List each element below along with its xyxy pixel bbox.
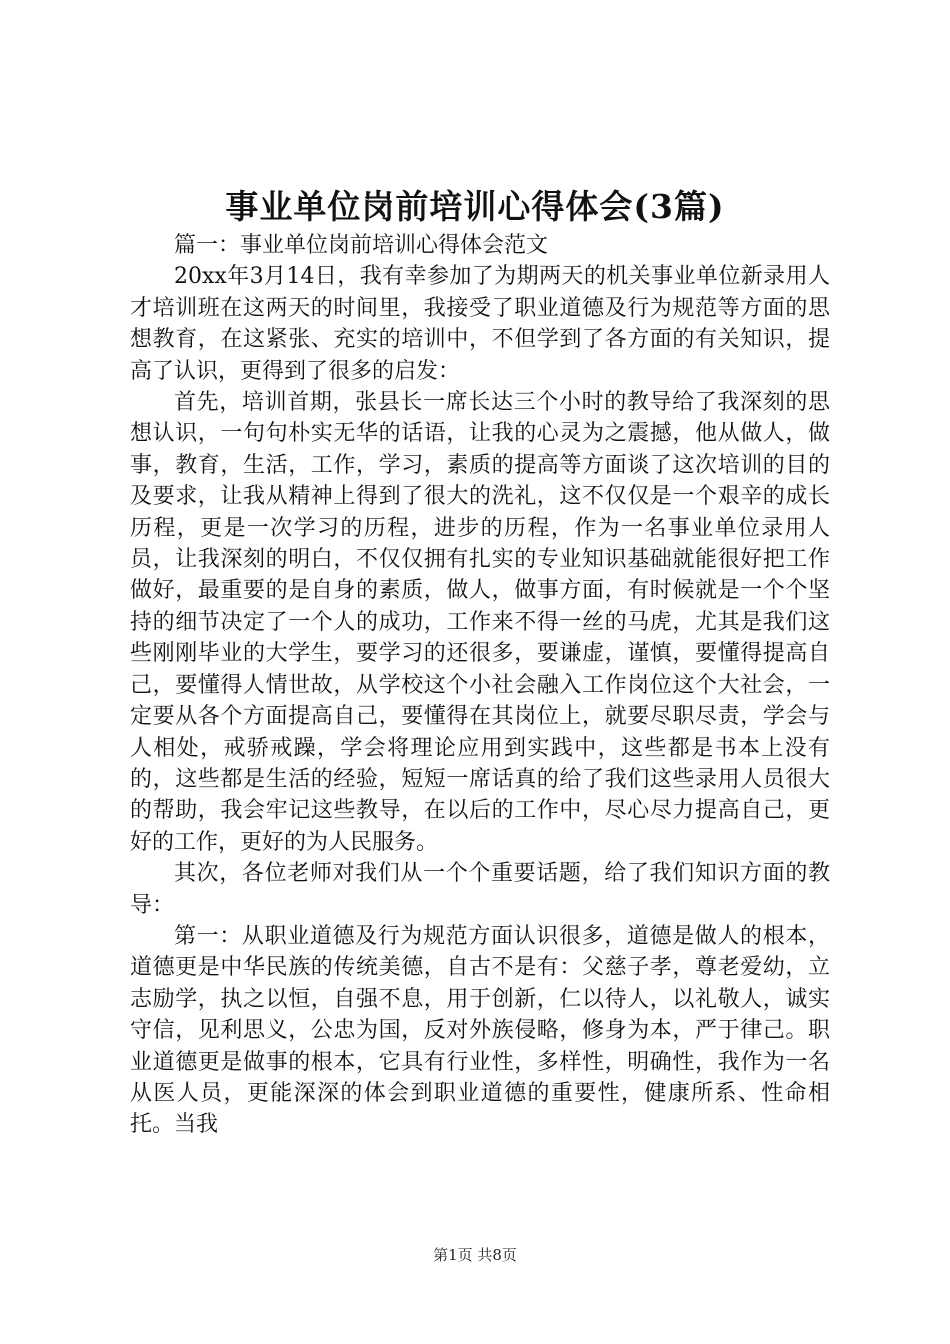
paragraph-point-one: 第一：从职业道德及行为规范方面认识很多，道德是做人的根本，道德更是中华民族的传统美德，自古不是有：父慈子孝，尊老爱幼，立志励学，执之以恒，自强不息，用于创新，仁以待人，以礼敬人，诚实守信，见利思义，公忠为国，反对外族侵略，修身为本，严于律己。职业道德更是做事的根本，它具有行业性，多样性，明确性，我作为一名从医人员，更能深深的体会到职业道德的重要性，健康所系、性命相托。当我 <box>130 923 830 1138</box>
paragraph-section-heading: 篇一：事业单位岗前培训心得体会范文 <box>174 233 549 258</box>
document-body <box>130 230 830 1141</box>
paragraph-second: 其次，各位老师对我们从一个个重要话题，给了我们知识方面的教导： <box>130 861 830 918</box>
paragraph-first: 首先，培训首期，张县长一席长达三个小时的教导给了我深刻的思想认识，一句句朴实无华的话语，让我的心灵为之震撼，他从做人，做事，教育，生活，工作，学习，素质的提高等方面谈了这次培训的目的及要求，让我从精神上得到了很大的洗礼，这不仅仅是一个艰辛的成长历程，更是一次学习的历程，进步的历程，作为一名事业单位录用人员，让我深刻的明白，不仅仅拥有扎实的专业知识基础就能很好把工作做好，最重要的是自身的素质，做人，做事方面，有时候就是一个个坚持的细节决定了一个人的成功，工作来不得一丝的马虎，尤其是我们这些刚刚毕业的大学生，要学习的还很多，要谦虚，谨慎，要懂得提高自己，要懂得人情世故，从学校这个小社会融入工作岗位这个大社会，一定要从各个方面提高自己，要懂得在其岗位上，就要尽职尽责，学会与人相处，戒骄戒躁，学会将理论应用到实践中，这些都是书本上没有的，这些都是生活的经验，短短一席话真的给了我们这些录用人员很大的帮助，我会牢记这些教导，在以后的工作中，尽心尽力提高自己，更好的工作，更好的为人民服务。 <box>130 390 830 855</box>
paragraph-intro: 20xx年3月14日，我有幸参加了为期两天的机关事业单位新录用人才培训班在这两天的时间里，我接受了职业道德及行为规范等方面的思想教育，在这紧张、充实的培训中，不但学到了各方面的有关知识，提高了认识，更得到了很多的启发： <box>130 264 830 384</box>
document-title: 事业单位岗前培训心得体会(3篇) <box>225 187 725 226</box>
page-number-footer: 第1页 共8页 <box>433 1246 517 1264</box>
